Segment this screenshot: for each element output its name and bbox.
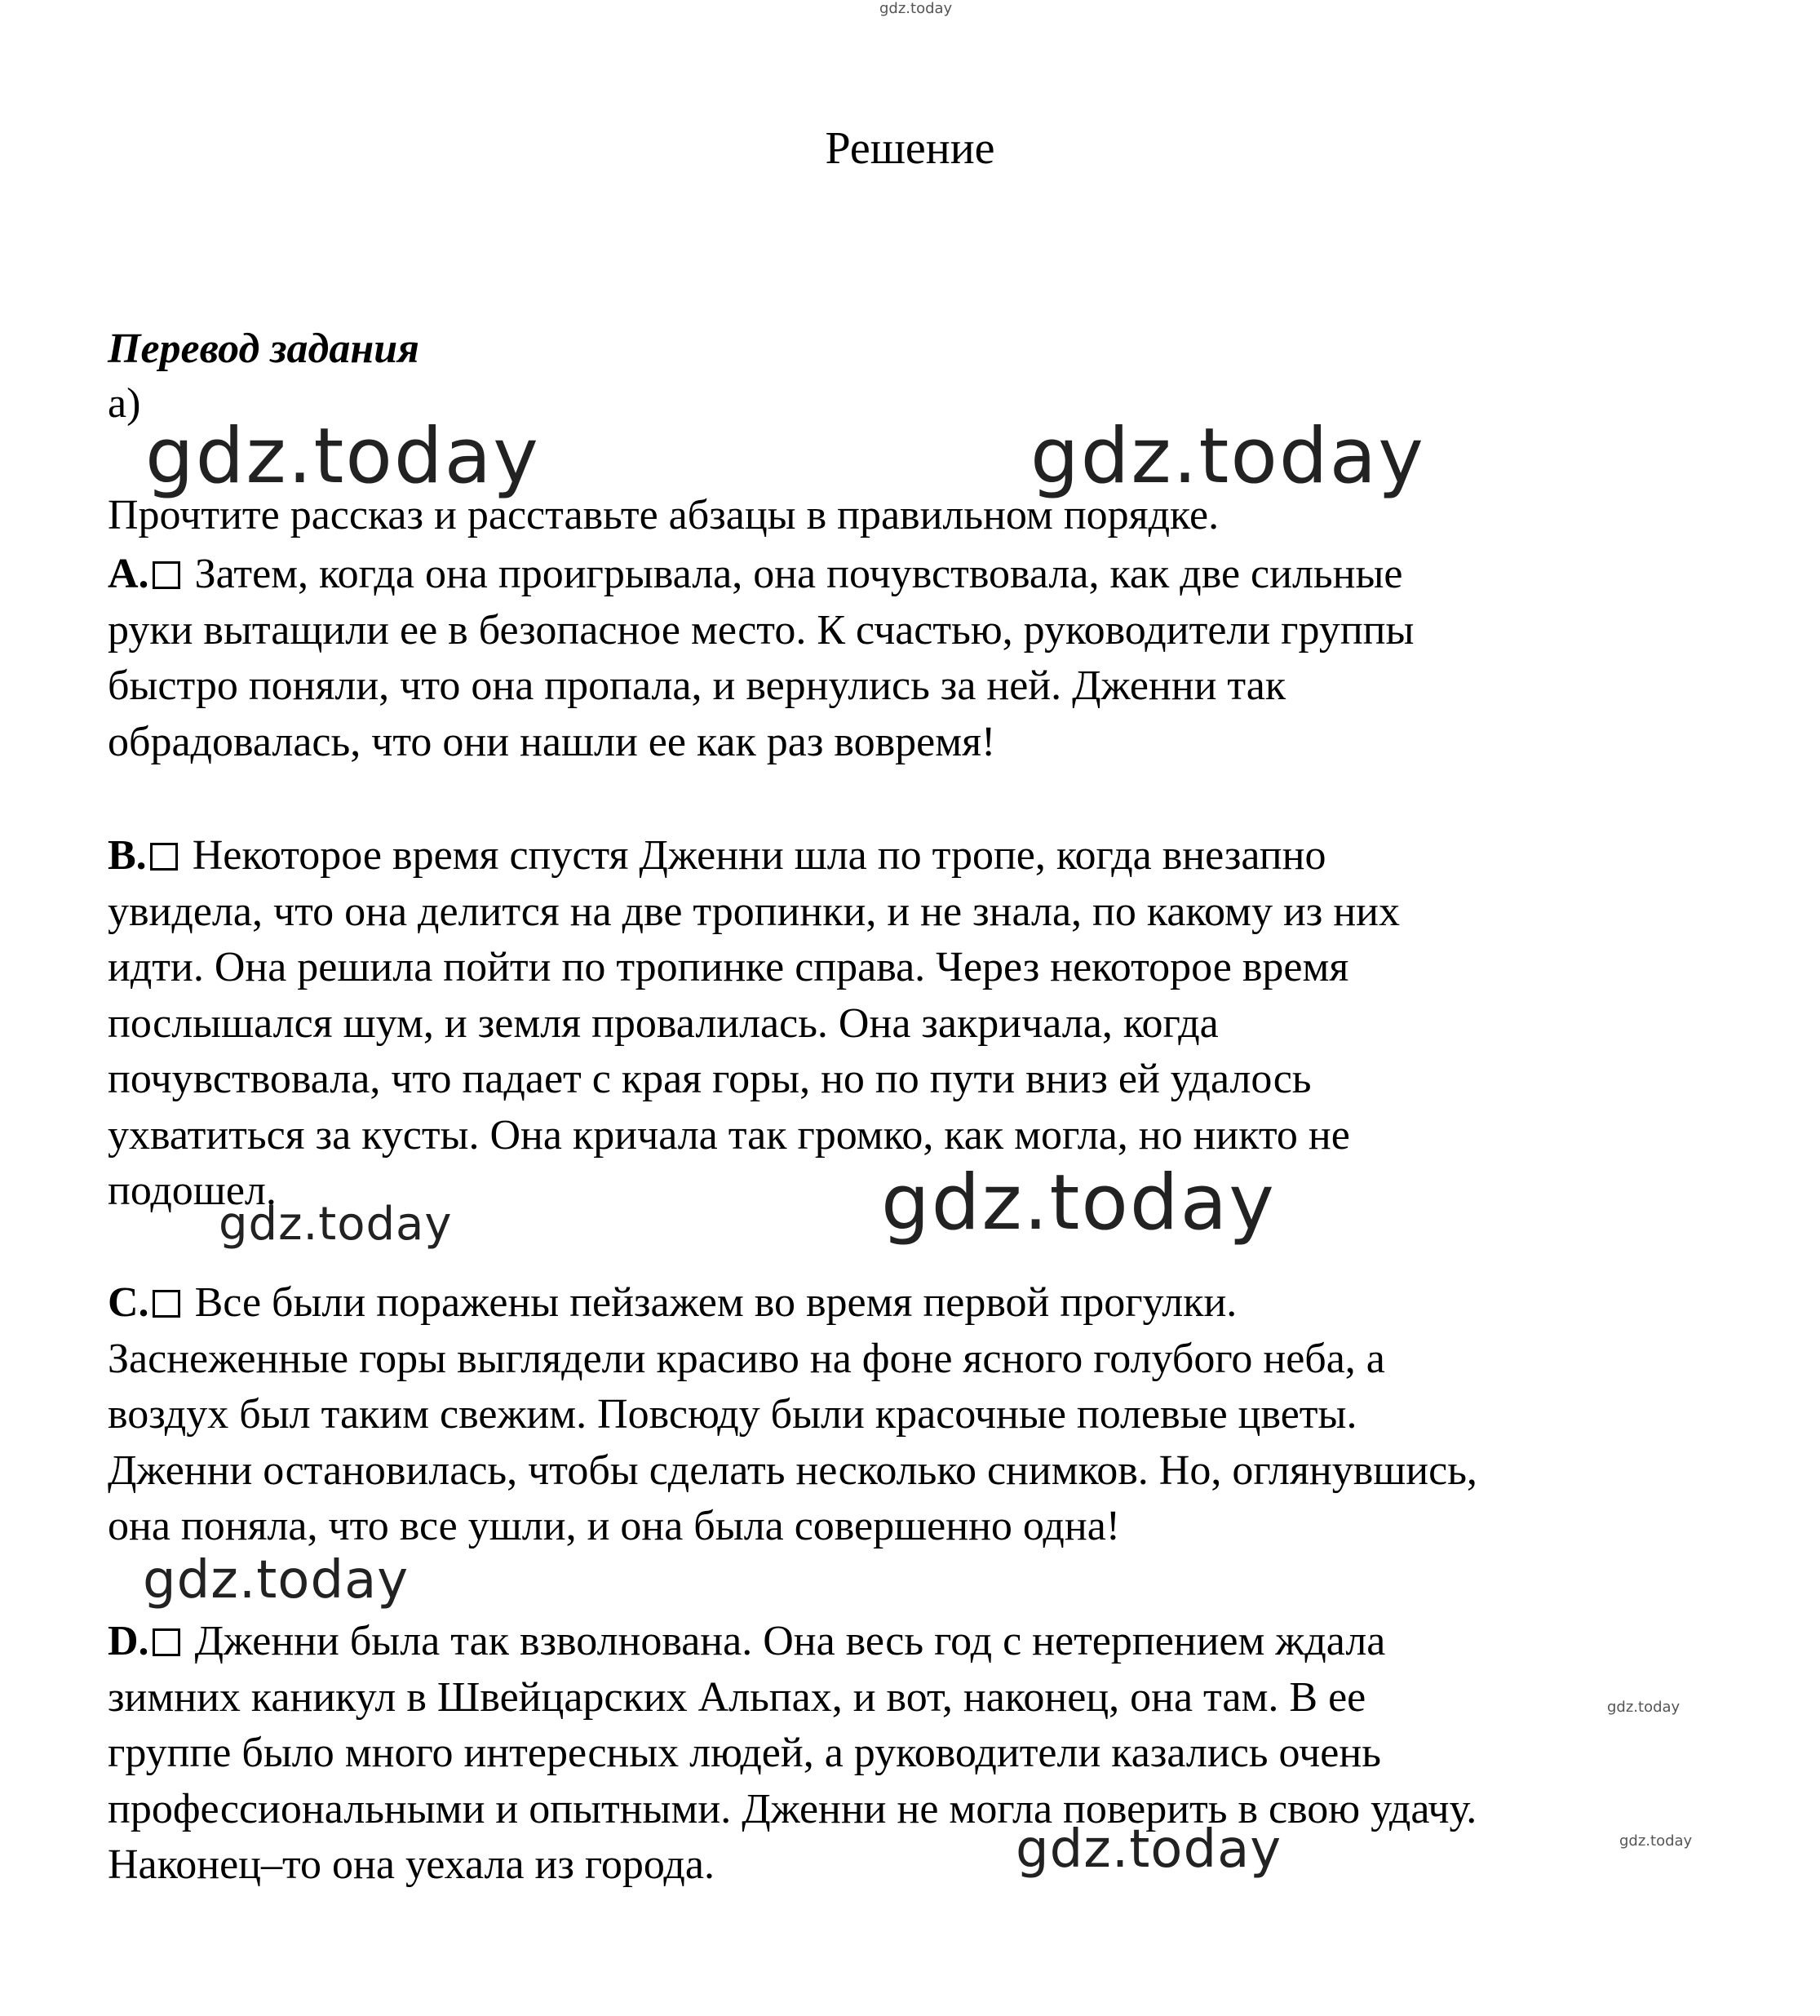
instruction-line: Прочтите рассказ и расставьте абзацы в правильном порядке. <box>108 492 1220 538</box>
text-line: Все были поражены пейзажем во время первой прогулки. <box>194 1279 1238 1326</box>
paragraph-a-line-1 <box>108 547 1739 603</box>
answer-checkbox-b[interactable] <box>150 843 178 871</box>
text-line: Дженни остановилась, чтобы сделать несколько снимков. Но, оглянувшись, <box>108 1447 1477 1494</box>
watermark-lower-right-small: gdz.today <box>1607 1699 1681 1716</box>
watermark-upper-left: gdz.today <box>145 412 540 501</box>
text-line: воздух был таким свежим. Повсюду были красочные полевые цветы. <box>108 1391 1357 1438</box>
paragraph-c-line-1 <box>108 1275 1739 1331</box>
text-line: Затем, когда она проигрывала, она почувствовала, как две сильные <box>194 551 1403 597</box>
watermark-upper-right: gdz.today <box>1030 412 1425 501</box>
text-line: Заснеженные горы выглядели красиво на фоне ясного голубого неба, а <box>108 1335 1385 1382</box>
section-heading: Перевод задания <box>108 326 419 372</box>
text-line: Наконец–то она уехала из города. <box>108 1841 715 1888</box>
paragraph-d-line-1 <box>108 1614 1739 1670</box>
paragraph-c <box>108 1275 1739 1555</box>
text-line: Некоторое время спустя Дженни шла по тропе, когда внезапно <box>192 832 1326 879</box>
paragraph-a-letter: A. <box>108 551 149 597</box>
text-line: она поняла, что все ушли, и она была совершенно одна! <box>108 1503 1121 1549</box>
paragraph-a <box>108 547 1739 770</box>
instruction-text <box>108 488 1739 544</box>
paragraph-d-letter: D. <box>108 1618 149 1664</box>
watermark-middle-left: gdz.today <box>219 1198 453 1251</box>
text-line: группе было много интересных людей, а руководители казались очень <box>108 1730 1381 1776</box>
paragraph-c-letter: C. <box>108 1279 149 1326</box>
watermark-bottom-center: gdz.today <box>1016 1819 1282 1880</box>
text-line: руки вытащили ее в безопасное место. К счастью, руководители группы <box>108 606 1415 654</box>
paragraph-b-line-1 <box>108 828 1739 884</box>
answer-checkbox-a[interactable] <box>153 561 180 589</box>
watermark-top: gdz.today <box>879 0 953 17</box>
text-line: обрадовалась, что они нашли ее как раз вовремя! <box>108 718 996 765</box>
text-line: быстро поняли, что она пропала, и вернулись за ней. Дженни так <box>108 662 1286 709</box>
watermark-bottom-right-small: gdz.today <box>1619 1832 1693 1850</box>
text-line: идти. Она решила пойти по тропинке справа. Через некоторое время <box>108 944 1349 990</box>
answer-checkbox-c[interactable] <box>153 1290 180 1318</box>
text-line: подошел. <box>108 1168 277 1214</box>
page-title: Решение <box>825 123 995 174</box>
text-line: почувствовала, что падает с края горы, но по пути вниз ей удалось <box>108 1056 1312 1102</box>
text-line: увидела, что она делится на две тропинки, и не знала, по какому из них <box>108 888 1400 935</box>
paragraph-b-letter: B. <box>108 832 147 879</box>
text-line: Дженни была так взволнована. Она весь год с нетерпением ждала <box>194 1618 1386 1664</box>
watermark-lower-left: gdz.today <box>143 1550 410 1611</box>
text-line: зимних каникул в Швейцарских Альпах, и вот, наконец, она там. В ее <box>108 1673 1366 1721</box>
text-line: профессиональными и опытными. Дженни не могла поверить в свою удачу. <box>108 1785 1477 1832</box>
task-sub-label: a) <box>108 380 141 427</box>
text-line: послышался шум, и земля провалилась. Она закричала, когда <box>108 999 1219 1047</box>
text-line: ухватиться за кусты. Она кричала так громко, как могла, но никто не <box>108 1111 1350 1159</box>
paragraph-b <box>108 828 1739 1220</box>
answer-checkbox-d[interactable] <box>153 1628 180 1656</box>
watermark-middle: gdz.today <box>881 1159 1276 1247</box>
paragraph-d <box>108 1614 1739 1894</box>
